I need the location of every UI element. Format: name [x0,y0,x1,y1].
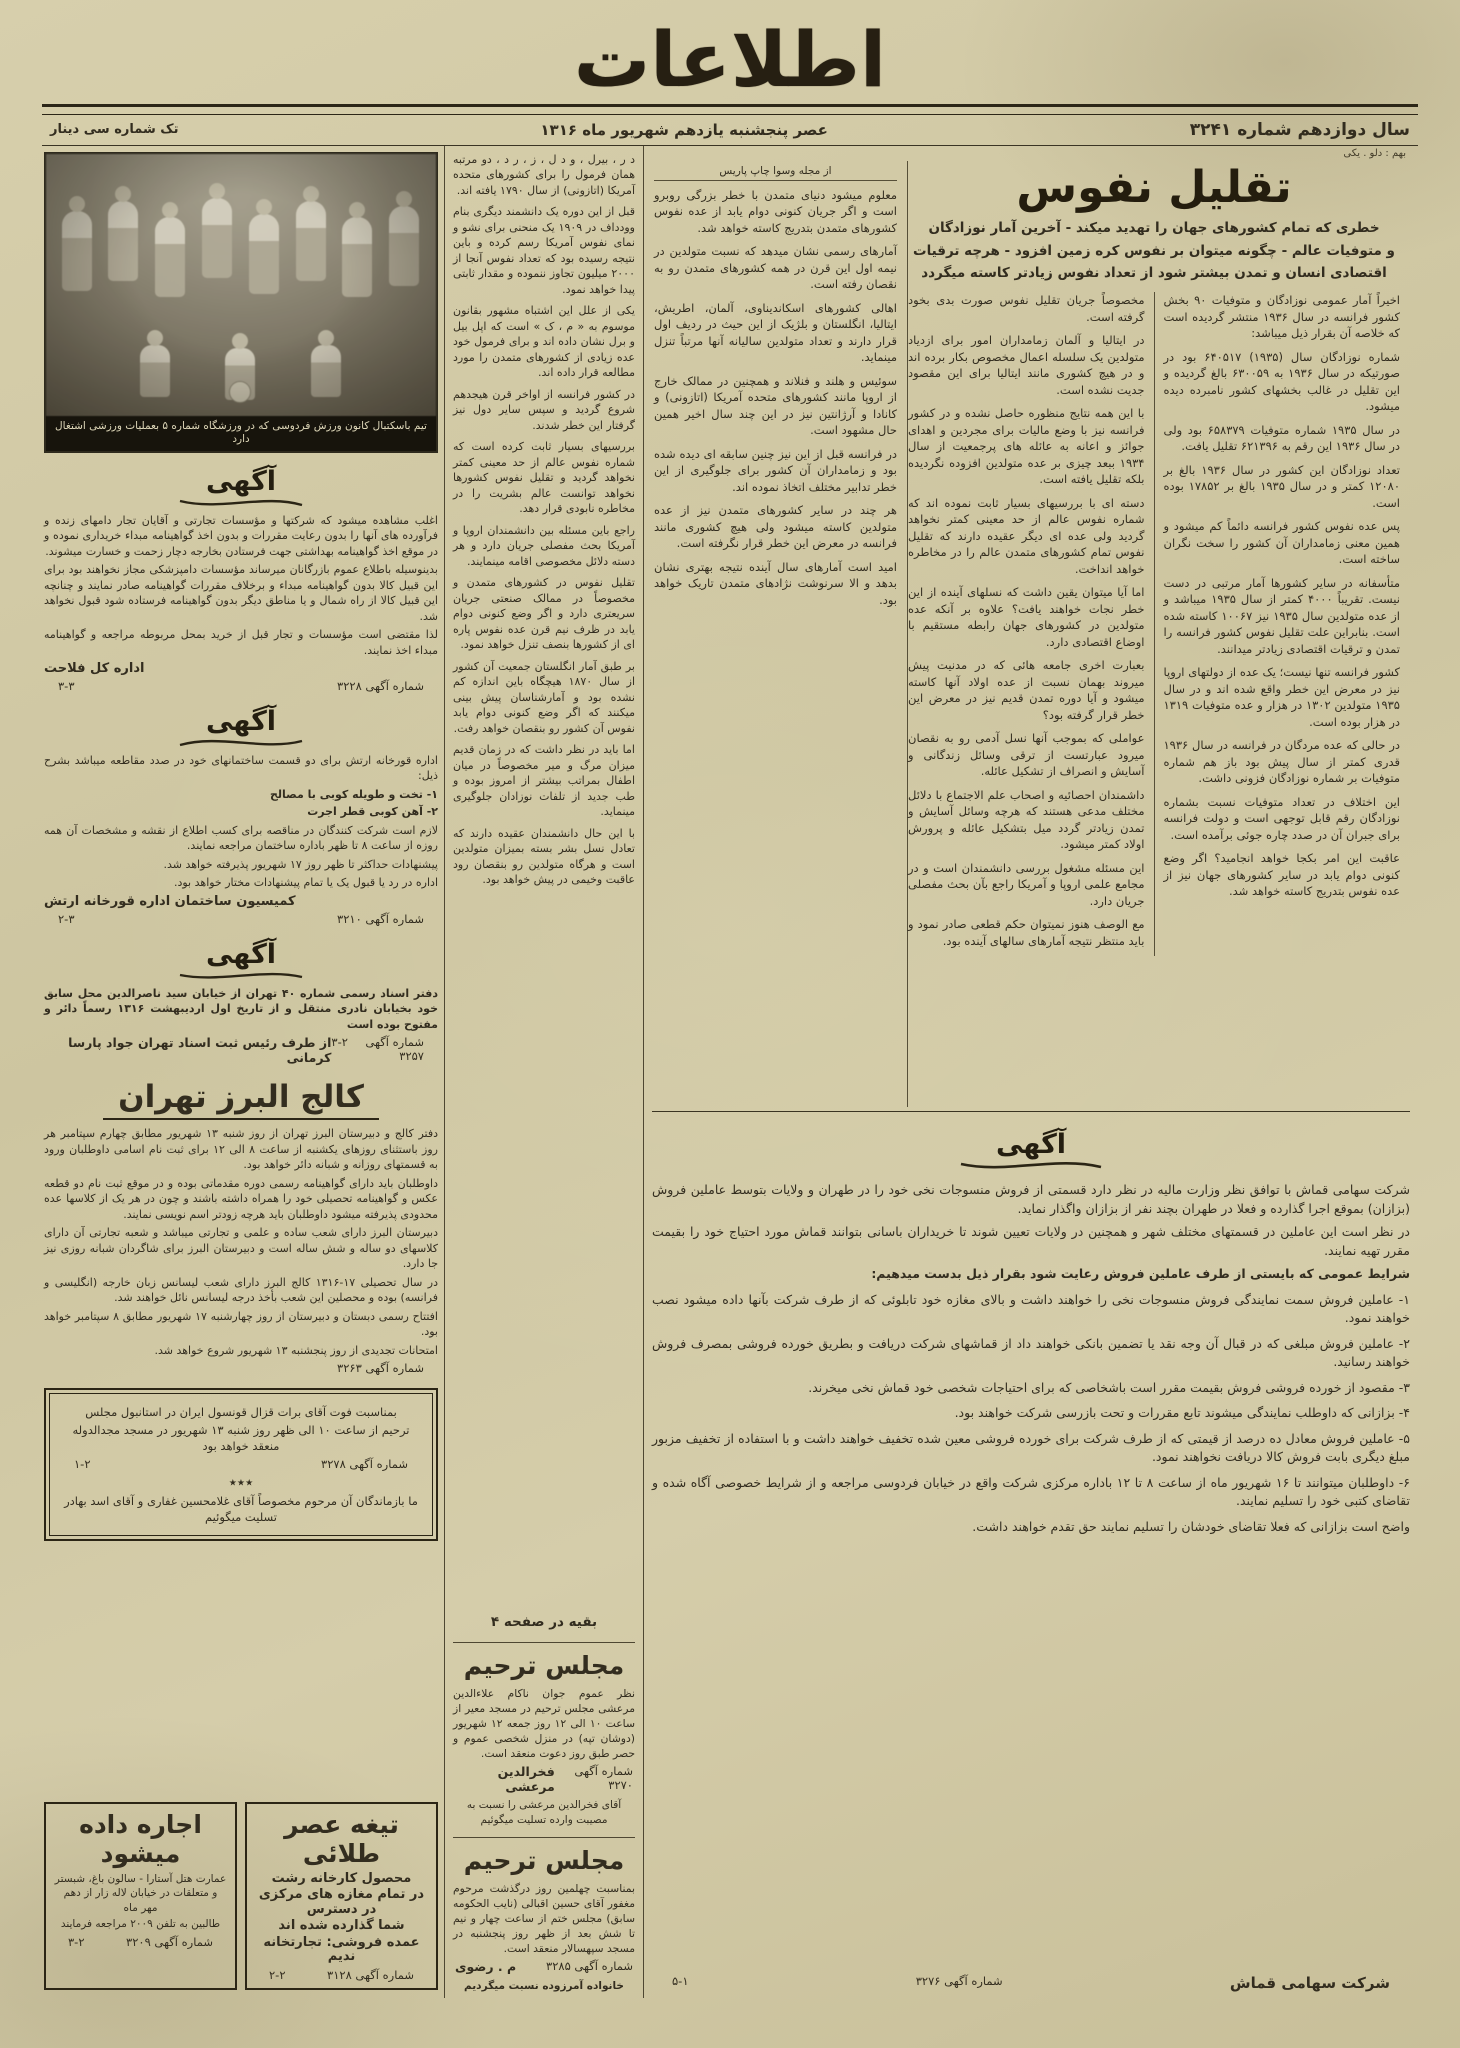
article-paragraph: بعبارت اخری جامعه هائی که در مدنیت پیش میروند بهمان نسبت از عده اولاد آنها کاسته میشود و آیا دوره تمدن قدیم نیز در معرض این خطر قرار گرفته بود؟ [908,658,1145,722]
ad-number: شماره آگهی ۳۲۷۰ [574,1763,633,1792]
article-paragraph: آمارهای رسمی نشان میدهد که نسبت متولدین در نیمه اول این قرن در همه کشورهای متمدن رو به نقصان رفته است. [654,244,897,292]
ad-intro-2: در نظر است این عاملین در قسمتهای مختلف شهر و همچنین در ولایات تعیین شوند تا خریداران باسانی بتوانند قماش مورد احتیاج خود را بقیمت مقرر تهیه نمایند. [652,1224,1410,1258]
team-photo [46,154,436,416]
ad-number-row [44,1361,438,1375]
star-ornament: ٭٭٭ [228,1473,254,1492]
ad-paragraph: امتحانات تجدیدی از روز پنجشنبه ۱۳ شهریور شروع خواهد شد. [154,1343,438,1357]
article-paragraph: این اختلاف در تعداد متوفیات نسبت بشماره نوزادگان رقم قابل توجهی است و دولت فرانسه برای جبران آن در صدد چاره جوئی برآمده است. [1163,794,1400,842]
article-subtitle [908,217,1400,284]
ad-list-item: ۲- آهن کوبی قطر اجرت [307,805,438,819]
condolence-line: ما بازماندگان آن مرحوم مخصوصاً آقای غلامحسین غفاری و آقای اسد بهادر تسلیت میگوئیم [64,1494,418,1525]
ad-conditions-lead: شرایط عمومی که بایستی از طرف عاملین فروش رعایت شود بقرار ذیل بدست میدهیم: [871,1266,1410,1282]
masthead-title: اطلاعات [573,15,887,104]
ad-run-count: ۲-۳ [58,911,75,926]
ad-title: تیغه عصر طلائی [284,1809,399,1868]
ad-number: شماره آگهی ۳۲۷۸ [321,1457,408,1472]
article-main [652,161,1410,1107]
ad-alborz-college [44,1079,438,1375]
ad-list-item: ۵- عاملین فروش معادل ده درصد از قیمتی که از طرف شرکت برای خورده فروشی معین شده تخفیف خواهند داشت و با استفاده از تخفیف مزبور مبلغ دیگری بابت فروش کالا دریافت نخواهند نمود. [652,1430,1410,1465]
article-paragraph: اهالی کشورهای اسکاندیناوی، آلمان، اطریش، ایتالیا، انگلستان و بلژیک از این حیث در ردیف اول قرار دارند و تعداد متولدین سالیانه آنها مرتباً تنزل مینماید. [654,300,897,365]
flourish-underline [176,737,306,749]
article-paragraph: مخصوصاً جریان تقلیل نفوس صورت بدی بخود گرفته است. [908,293,1145,324]
flourish-underline [176,497,306,509]
article-paragraph: یکی از علل این اشتباه مشهور بقانون موسوم به « م ، ک » است که اپل بیل و برل نشان داده اند و برای فرمول خود عده زیادی از کشورهای متمدن را مورد مطالعه قرار داده اند. [453,304,635,380]
ad-body-text: دفتر اسناد رسمی شماره ۴۰ تهران از خیابان سید ناصرالدین محل سابق خود بخیابان نادری منتقل و از تاریخ اول اردیبهشت ۱۳۱۶ رسماً دائر و مفتوح بوده است [44,986,438,1031]
ad-title: آگهی [205,938,277,970]
ad-asnad [44,940,438,1065]
ad-number-row [255,1968,428,1982]
ad-title: آگهی [205,466,277,498]
ad-number: شماره آگهی ۳۲۲۸ [337,679,424,694]
ad-number-row [453,1959,635,1974]
masthead [42,14,1418,104]
flourish-underline [956,1159,1106,1172]
ad-istanbul-consul [49,1393,433,1536]
ad-paragraph: اداره در رد یا قبول یک یا تمام پیشنهادات مختار خواهد بود. [173,876,438,890]
ad-number: شماره آگهی ۳۲۶۳ [337,1361,424,1376]
ad-line: عمده فروشی: تجارتخانه ندیم [263,1934,420,1965]
ad-number-row [44,679,438,693]
ad-intro: شرکت سهامی قماش با توافق نظر وزارت مالیه در نظر دارد قسمتی از فروش منسوجات نخی خود را در طهران و ولایات بتوسط عاملین فروش (بزازان) بموقع اجرا گذارده و فعلا در طهران بچند نفر از بزازان واگذار نماید. [652,1182,1410,1216]
ad-run-count: ۳-۳ [58,679,75,694]
article-paragraph: در کشور فرانسه از اواخر قرن هیجدهم شروع گردید و سپس سایر دول نیز گرفتار این خطر شدند. [453,387,635,432]
article-body-columns [908,292,1400,956]
ad-ejareh [44,1802,237,1990]
article-paragraph: تعداد نوزادگان این کشور در سال ۱۹۳۶ بالغ بر ۱۲۰۸۰ کمتر و در سال ۱۹۳۵ بالغ بر ۱۷۸۵۲ بوده است. [1163,462,1400,510]
ad-ghurkhaneh [44,707,438,926]
family-note: خانواده آمرزوده نسبت میگردیم [464,1979,624,1992]
ad-paragraph: دبیرستان البرز دارای شعب ساده و علمی و تجارتی میباشد و شعبه تجارتی آن دارای کلاسهای دو ساله و شش ساله است و دبیرستان البرز برای شاگردان شبانه روزی نیز جا دارد. [44,1226,438,1271]
ad-line: محصول کارخانه رشت [271,1870,412,1886]
article-column-middle [908,292,1155,956]
ad-list-item: ۱- عاملین فروش سمت نمایندگی فروش منسوجات نخی را خواهند داشت و بالای مغازه خود تابلوئی که از طرف شرکت بآنها داده میشود نصب خواهند نمود. [652,1291,1410,1326]
article-paragraph: در ایتالیا و آلمان زمامداران امور برای ازدیاد متولدین یک سلسله اعمال مخصوص بکار برده اند و در هیچ کشوری مانند ایتالیا برای این مقصود جدیت نشده است. [908,333,1145,397]
article-paragraph: در فرانسه قبل از این نیز چنین سابقه ای دیده شده بود و زمامداران آن کشور برای جلوگیری از این خطر تدابیر مختلف اتخاذ نموده اند. [654,446,897,494]
article-paragraph: د ر ، بیرل ، و د ل ، ز ، ر د ، دو مرتبه همان فرمول را برای کشورهای متحده آمریکا (اتازونی) از سال ۱۷۹۰ یافته اند. [453,152,635,197]
ad-body [60,1404,422,1454]
ad-body-text: طالبین به تلفن ۲۰۰۹ مراجعه فرمایند [60,1918,221,1931]
ad-signature: م . رضوی [455,1958,517,1974]
ad-list-item: ۳- مقصود از خورده فروشی فروش بقیمت مقرر است باشخاصی که برای احتیاجات شخصی خود قماش نخی میخرند. [808,1379,1410,1395]
article-paragraph: این مسئله مشغول بررسی دانشمندان است و در مجامع علمی اروپا و آمریکا راجع بآن بحث مفصلی جریان دارد. [908,860,1145,908]
bottom-ads-row [44,1802,438,1990]
ad-body-text: نظر عموم جوان ناکام علاءالدین مرعشی مجلس ترحیم در مسجد معیر از ساعت ۱۰ الی ۱۲ روز جمعه ۱۲ شهریور (دوشان تپه) در منزل شخصی عموم و حصر طبق روز دعوت منعقد است. [453,1686,636,1760]
ad-paragraph: در سال تحصیلی ۱۷-۱۳۱۶ کالج البرز دارای شعب لیسانس زبان خارجه (انگلیسی و فرانسه) بوده و محصلین این شعب بأخذ درجه لیسانس نائل خواهند شد. [44,1275,439,1305]
article-paragraph: داشمندان احصائیه و اصحاب علم الاجتماع با دلائل مختلف مدعی هستند که هرچه وسائل آسایش و تمدن زیادتر گردد میل بتشکیل عائله و پرورش اولاد کمتر میشود. [908,787,1145,852]
article-paragraph: مع الوصف هنوز نمیتوان حکم قطعی صادر نمود و باید منتظر نتیجه آمارهای سالهای آینده بود. [908,917,1145,948]
article-paragraph: بررسیهای بسیار ثابت کرده است که شماره نفوس عالم از حد معینی کمتر نخواهد گردید و تقلیل نفوس کشورها نخواهد توانست عالم بشریت را در مخاطره نابودی قرار دهد. [453,440,635,516]
article-left-column [652,161,908,1107]
photo-caption: تیم باسکتبال کانون ورزش فردوسی که در ورزشگاه شماره ۵ بعملیات ورزشی اشتغال دارد [46,416,436,451]
ad-items [44,787,438,820]
ad-tarhim-1 [453,1649,635,1831]
ad-line: ترحیم از ساعت ۱۰ الی ظهر روز شنبه ۱۳ شهریور در مسجد مجدالدوله منعقد خواهد بود [72,1423,410,1454]
ad-signature: کمیسیون ساختمان اداره قورخانه ارتش [44,893,296,909]
price-label: تک شماره سی دینار [50,122,179,138]
article-paragraph: با این حال دانشمندان عقیده دارند که تعادل نسل بشر بسته بمیزان متولدین است و هرگاه متولدین رو بنقصان رود عاقبت وخیمی در پیش خواهد بود. [453,826,635,887]
middle-column [444,146,644,1998]
ad-run-count: ۵-۱ [672,1973,689,1988]
article-paragraph: سوئیس و هلند و فنلاند و همچنین در ممالک خارج از اروپا مانند کشورهای متحده آمریکا (اتازونی) و کانادا و آرژانتین نیز در این چند سال اخیر همین حال مشهود است. [654,373,897,438]
ad-closing: واضح است بزازانی که فعلا تقاضای خودشان را تسلیم نمایند حق تقدم خواهند داشت. [972,1518,1410,1534]
page-content [42,146,1418,1998]
ad-body [255,1872,428,1965]
article-paragraph: متأسفانه در سایر کشورها آمار مرتبی در دست نیست. تقریباً ۴۰۰۰ کمتر از سال ۱۹۳۵ میباشد و از عده متولدین سال ۱۹۳۵ نیز ۱۰۰۶۷ کاسته شده است. بنابراین علت تقلیل نفوس کشور فرانسه را تمدن و ترقیات اقتصادی زیادتر میدانند. [1163,575,1400,656]
ad-run-count: ۲-۲ [269,1967,286,1982]
ad-ghomash [652,1128,1410,1994]
issue-number: سال دوازدهم شماره ۳۲۴۱ [1189,119,1410,140]
continued-note: بقیه در صفحه ۴ [490,1613,598,1630]
ad-number-row [60,1457,422,1471]
article-topline [652,148,1410,161]
basketball-shape [229,381,251,403]
article-paragraph: دسته ای با بررسیهای بسیار ثابت نموده اند که شماره نفوس عالم از حد معینی کمتر نخواهد گردید ولی عده ای دیگر عقیده دارند که تقلیل نفوس تمام کشورهای متمدن عالم را در مخاطره خواهد انداخت. [908,495,1145,576]
ad-paragraph: پیشنهادات حداکثر تا ظهر روز ۱۷ شهریور پذیرفته خواهد شد. [163,857,438,871]
ad-body-text: بمناسبت چهلمین روز درگذشت مرحوم مغفور آقای حسین اقبالی (نایب الحکومه سابق) مجلس ختم از ساعت چهار و نیم تا شش بعد از ظهر روز پنجشنبه در مسجد سپهسالار منعقد است. [453,1881,635,1955]
article-paragraph: امید است آمارهای سال آینده نتیجه بهتری نشان بدهد و الا سرنوشت نژادهای متمدن تاریک خواهد بود. [654,559,897,607]
ad-list-item: ۲- عاملین فروش مبلغی که در قبال آن وجه نقد یا تضمین بانکی خواهند داد از قماشهای شرکت دریافت و بطریق خورده فروشی بمصرف فروش خواهند رسانید. [652,1335,1410,1370]
article-paragraph: در سال ۱۹۳۵ شماره متوفیات ۶۵۸۳۷۹ بود ولی در سال ۱۹۳۶ این رقم به ۶۲۱۳۹۶ تقلیل یافت. [1163,422,1401,454]
article-paragraph: با این همه نتایج منظوره حاصل نشده و در کشور فرانسه نیز با وضع مالیات برای مجردین و اهدای جوائز و اعانه به عائله های پرجمعیت از سال ۱۹۳۴ ببعد چیزی بر عده متولدین افزوده نگردیده بلکه تقلیل یافته است. [908,406,1145,487]
issue-row [42,115,1418,146]
ad-title: آگهی [995,1128,1067,1160]
article-paragraph: اما باید در نظر داشت که در زمان قدیم میزان مرگ و میر مخصوصاً در میان اطفال بمراتب بیشتر از امروز بوده و طب جدید از تلفات نوزادان جلوگیری مینماید. [453,743,635,819]
article-paragraph: تقلیل نفوس در کشورهای متمدن و مخصوصاً در ممالک صنعتی جریان سریعتری دارد و اگر وضع کنونی دوام یابد در ظرف نیم قرن عده نفوس پاره ای از کشورها بنصف تنزل خواهد نمود. [453,576,635,652]
flourish-underline [176,970,306,982]
ad-number: شماره آگهی ۳۲۵۷ [365,1035,424,1064]
ad-body [44,513,438,659]
ad-postscript: آقای فخرالدین مرعشی را نسبت به مصیبت وارده تسلیت میگوئیم [466,1798,622,1826]
article-headline: تقلیل نفوس [1016,161,1292,213]
ads-column [42,146,444,1998]
article-paragraph: هر چند در سایر کشورهای متمدن نیز از عده متولدین کاسته میشود ولی هیچ کشوری مانند فرانسه در معرض این خطر قرار نگرفته است. [654,503,897,551]
article-paragraph: معلوم میشود دنیای متمدن با خطر بزرگی روبرو است و اگر جریان کنونی دوام یابد از عده نفوس کشورهای متمدن بتدریج کاسته خواهد شد. [654,187,897,235]
ad-title: کالج البرز تهران [103,1079,379,1120]
ad-paragraph: اغلب مشاهده میشود که شرکتها و مؤسسات تجارتی و آقایان تجار دامهای زنده و فرآورده های آنها را بدون رعایت مقررات و بدون اخذ گواهینامه مبداء خریداری نموده و در موقع اخذ گواهینامه بهداشتی جهت فرستادن بخارجه دچار زحمت و خسارت میشوند. [44,513,438,558]
ad-tigheh [245,1802,438,1990]
ad-run-count: ۱-۲ [74,1457,91,1472]
article-paragraph: بر طبق آمار انگلستان جمعیت آن کشور از سال ۱۸۷۰ هیچگاه باین اندازه کم نشده بود و آمارشناسان پیش بینی میکنند که اگر وضع کنونی دوام یابد نفوس آن کشور رو بنقصان خواهد رفت. [453,659,636,735]
ad-number-row [44,912,438,926]
ad-number: شماره آگهی ۳۲۸۵ [546,1958,633,1973]
article-paragraph: کشور فرانسه تنها نیست؛ یک عده از دولتهای اروپا نیز در معرض این خطر واقع شده اند و در سال ۱۹۳۵ متولدین ۱۳۰۲ در هزار و عده متوفیات ۱۳۱۹ در هزار بوده است. [1163,665,1400,729]
ad-list-item: ۱- تخت و طویله کوبی با مصالح [269,787,438,801]
ad-number: شماره آگهی ۳۲۷۶ [915,1973,1003,1988]
ad-paragraph: دفتر کالج و دبیرستان البرز تهران از روز شنبه ۱۳ شهریور مطابق چهارم سپتامبر هر روز باستثنای روزهای یکشنبه از ساعت ۸ الی ۱۲ برای ثبت نام اسامی داوطلبان ورود به قسمتهای روزانه و شبانه دائر خواهد بود. [44,1127,438,1172]
article-column-right [1155,292,1401,956]
article-paragraph: شماره نوزادگان سال (۱۹۳۵) ۶۴۰۵۱۷ بود در صورتیکه در سال ۱۹۳۶ به ۶۳۰۰۵۹ بالغ گردیده و این تقلیل در غالب بخشهای کشور نامبرده دیده میشود. [1163,349,1400,414]
article-region [644,146,1418,1998]
ad-signature: فخرالدین مرعشی [497,1763,555,1794]
article-paragraph: در حالی که عده مردگان در فرانسه در سال ۱۹۳۶ قدری کمتر از سال پیش بود باز هم شماره متوفیات بر شماره نوزادگان فزونی داشت. [1163,738,1400,786]
article-paragraph: پس عده نفوس کشور فرانسه دائماً کم میشود و همین معنی زمامداران آن کشور را سخت نگران ساخته است. [1163,519,1400,567]
subtitle-line: اقتصادی انسان و تمدن بیشتر شود از تعداد نفوس زیادتر کاسته میگردد [921,264,1387,281]
article-paragraph: عواملی که بموجب آنها نسل آدمی رو به نقصان میرود عبارتست از ترقی وسائل زندگانی و آسایش و انصراف از تشکیل عائله. [908,731,1145,779]
article-paragraph: عاقبت این امر بکجا خواهد انجامید؟ اگر وضع کنونی دوام یابد در سایر کشورهای جهان نیز از عده نفوس بتدریج کاسته خواهد شد. [1163,851,1400,899]
photo-block [44,152,438,453]
ad-run-count: ۳-۲ [68,1934,85,1949]
ad-paragraph: لذا مقتضی است مؤسسات و تجار قبل از خرید بمحل مربوطه مراجعه و گواهینامه مبداء اخذ نمایند. [44,628,438,657]
ad-body [44,1126,438,1358]
article-paragraph: قبل از این دوره یک دانشمند دیگری بنام وودداف در ۱۹۰۹ یک منحنی برای نشو و نمای نفوس آمریکا رسم کرده و باین نتیجه رسیده بود که تعداد نفوس آنجا از ۲۰۰۰ میلیون تجاوز ننموده و مقدار ثابتی پیدا خواهد نمود. [453,205,635,296]
ad-number: شماره آگهی ۳۲۰۹ [126,1934,213,1949]
ad-signature: شرکت سهامی قماش [1229,1973,1390,1992]
ad-intro: اداره قورخانه ارتش برای دو قسمت ساختمانهای خود در صدد مقاطعه میباشد بشرح ذیل: [44,753,438,783]
ad-number-row [54,1935,227,1949]
ad-title: مجلس ترحیم [463,1650,625,1680]
ad-paragraph: بدینوسیله باطلاع عموم بازرگانان میرساند مؤسسات دامپزشکی مجاز نخواهند بود برای این قبیل کالا بدون گواهینامه مبداء و برخلاف مقررات گواهینامه صادر نمایند و چنانچه این قبیل کالا از راه شمال و یا مناطق دیگر بدون گواهینامه فرستاده شود قبول نخواهد شد. [44,563,438,623]
ad-body-text: عمارت هتل آستارا - سالون باغ، شبستر و متعلقات در خیابان لاله زار از دهم مهر ماه [54,1872,227,1914]
article-paragraph: راجع باین مسئله بین دانشمندان اروپا و آمریکا بحث مفصلی جریان دارد و هر دسته دلائل مخصوصی اقامه مینمایند. [453,523,635,568]
ad-line: شما گذارده شده اند [278,1918,405,1934]
section-rule [453,1837,635,1838]
ad-paragraph: افتتاح رسمی دبستان و دبیرستان از روز چهارشنبه ۱۷ شهریور مطابق ۸ سپتامبر خواهد بود. [44,1309,438,1339]
article-paragraph: اما آیا میتوان یقین داشت که نسلهای آینده از این خطر نجات خواهند یافت؟ علاوه بر آنکه عده متولدین در کشورهای جهان رابطه مستقیم با اوضاع اقتصادی دارد. [908,585,1145,649]
date-line: عصر پنجشنبه یازدهم شهریور ماه ۱۳۱۶ [540,120,828,139]
ad-paragraph: لازم است شرکت کنندگان در مناقصه برای کسب اطلاع از نقشه و مشخصات آن همه روزه از ساعت ۸ تا ظهر باداره ساختمان مراجعه نمایند. [44,823,438,853]
ad-list-item: ۶- داوطلبان میتوانند تا ۱۶ شهریور ماه از ساعت ۸ تا ۱۲ باداره مرکزی شرکت واقع در خیابان فردوسی مراجعه و از شرایط خصوصی آگاه شده و تقاضای کتبی خود را تسلیم نمایند. [652,1474,1411,1509]
subtitle-line: خطری که تمام کشورهای جهان را تهدید میکند - آخرین آمار نوزادگان [928,220,1380,237]
ad-signature: از طرف رئیس ثبت اسناد تهران جواد پارسا کرمانی [68,1035,332,1066]
article-paragraph: اخیراً آمار عمومی نوزادگان و متوفیات ۹۰ بخش کشور فرانسه در سال ۱۹۳۶ منتشر گردیده است که خلاصه آن بقرار ذیل میباشد: [1163,293,1400,341]
ad-line: در تمام مغازه های مرکزی در دسترس [258,1887,425,1917]
ad-number-row [44,1035,438,1065]
section-rule [453,1642,635,1643]
subtitle-line: و متوفیات عالم - چگونه میتوان بر نفوس کره زمین افزود - هرچه ترقیات [913,242,1395,259]
ad-title: آگهی [205,706,277,738]
article-attribution: از مجله وسوا چاپ پاریس [654,165,897,181]
article-kicker: بهم : دلو . یکی [1343,147,1406,159]
ad-title: مجلس ترحیم [463,1845,625,1875]
ad-number-row [652,1968,1410,1994]
ad-number-row [453,1764,635,1794]
ad-paragraph: داوطلبان باید دارای گواهینامه رسمی دوره مقدماتی بوده و در موقع ثبت نام دو قطعه عکس و گواهینامه تحصیلی خود را همراه داشته باشند و چون در هر یک از کلاسها عده محدودی پذیرفته میشود داوطلبان باید هرچه زودتر اسم نویسی نمایند. [44,1176,438,1221]
continued-article [453,152,635,1610]
ad-run-count: ۳-۲ [331,1035,348,1050]
ad-line: بمناسبت فوت آقای برات قزال قونسول ایران در استانبول مجلس [85,1405,397,1420]
ad-signature: اداره کل فلاحت [44,661,145,677]
section-rule [652,1111,1410,1112]
masthead-rule [42,104,1418,115]
ad-felahat [44,467,438,693]
ad-title: اجاره داده میشود [79,1809,202,1868]
ad-items [652,1291,1410,1511]
ad-number: شماره آگهی ۳۱۲۸ [327,1967,414,1982]
ad-list-item: ۴- بزازانی که داوطلب نمایندگی میشوند تابع مقررات و تحت بازرسی شرکت خواهند بود. [954,1405,1410,1421]
article-head-and-body [908,161,1410,1107]
ad-tarhim-2 [453,1844,635,1974]
ad-number: شماره آگهی ۳۲۱۰ [337,911,424,926]
